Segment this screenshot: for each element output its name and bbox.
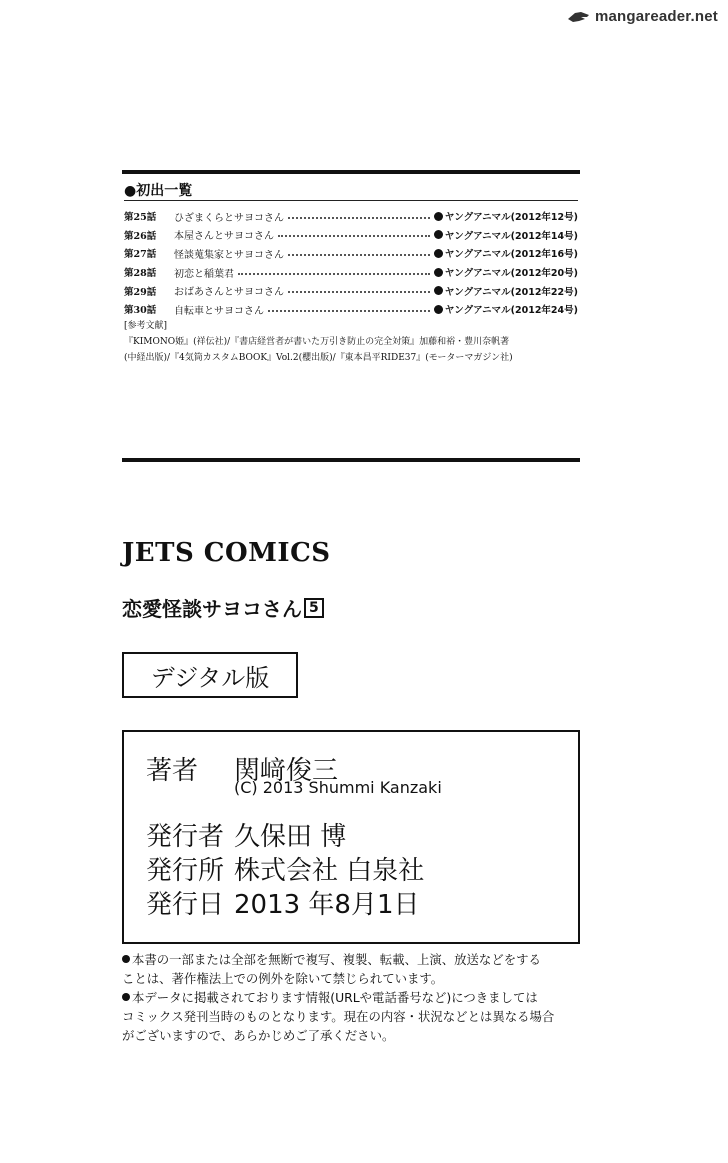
episode-number: 第27話 [124, 249, 157, 261]
episode-title: 本屋さんとサヨコさん [174, 231, 274, 243]
leader-dots [288, 285, 430, 293]
section-divider [124, 200, 578, 201]
leader-dots [288, 248, 430, 256]
notices [122, 950, 592, 1045]
episode-source: ヤングアニマル(2012年12号) [444, 212, 578, 224]
episode-row [124, 281, 578, 300]
episode-number: 第28話 [124, 268, 157, 280]
top-rule [122, 170, 580, 174]
publisher-label: 発行所 [146, 856, 225, 886]
bullet-icon [434, 286, 443, 295]
bullet-icon [434, 249, 443, 258]
publisher-person: 久保田 博 [234, 822, 347, 852]
episode-list [124, 207, 578, 319]
bullet-icon [434, 230, 443, 239]
hand-logo-icon [567, 9, 591, 25]
notice-line: がございますので、あらかじめご了承ください。 [122, 1028, 395, 1043]
author-name: 関﨑俊三 [234, 756, 339, 786]
colophon-box [122, 730, 580, 944]
series-title [122, 593, 324, 622]
episode-title: おばあさんとサヨコさん [174, 287, 284, 299]
author-label: 著者 [146, 756, 199, 786]
volume-badge: 5 [304, 598, 324, 618]
episode-source: ヤングアニマル(2012年14号) [444, 230, 578, 242]
bullet-icon [122, 955, 130, 963]
bullet-icon [434, 268, 443, 277]
episode-title: ひざまくらとサヨコさん [174, 212, 284, 224]
episode-source: ヤングアニマル(2012年22号) [444, 286, 578, 298]
bullet-icon [434, 212, 443, 221]
imprint-name: JETS COMICS [122, 538, 331, 568]
episode-row [124, 207, 578, 226]
first-appearance-title: ●初出一覧 [124, 183, 193, 199]
publish-date: 2013 年8月1日 [234, 890, 420, 920]
notice-line: 本書の一部または全部を無断で複写、複製、転載、上演、放送などをする [122, 950, 592, 969]
references-line: 『KIMONO姫』(祥伝社)/『書店経営者が書いた万引き防止の完全対策』加藤和裕・豊川奈帆著 [124, 337, 510, 347]
references [124, 318, 584, 366]
episode-title: 自転車とサヨコさん [174, 305, 264, 317]
episode-source: ヤングアニマル(2012年16号) [444, 249, 578, 261]
bullet-icon [122, 993, 130, 1001]
publisher-person-label: 発行者 [146, 822, 225, 852]
leader-dots [238, 267, 430, 275]
copyright: (C) 2013 Shummi Kanzaki [234, 778, 442, 797]
references-heading: [参考文献] [124, 321, 168, 331]
episode-source: ヤングアニマル(2012年24号) [444, 305, 578, 317]
watermark [567, 8, 718, 25]
edition-label: デジタル版 [150, 663, 270, 692]
episode-row [124, 263, 578, 282]
notice-line: コミックス発刊当時のものとなります。現在の内容・状況などとは異なる場合 [122, 1009, 555, 1024]
episode-number: 第29話 [124, 286, 157, 298]
episode-title: 初恋と稲葉君 [174, 268, 234, 280]
episode-source: ヤングアニマル(2012年20号) [444, 268, 578, 280]
episode-row [124, 226, 578, 245]
leader-dots [278, 229, 430, 237]
publisher-name: 株式会社 白泉社 [234, 856, 425, 886]
watermark-text: mangareader.net [594, 8, 718, 25]
notice-line: ことは、著作権法上での例外を除いて禁じられています。 [122, 971, 444, 986]
notice-line: 本データに掲載されております情報(URLや電話番号など)につきましては [122, 988, 592, 1007]
episode-number: 第25話 [124, 212, 157, 224]
leader-dots [268, 304, 430, 312]
episode-number: 第30話 [124, 305, 157, 317]
series-title-text: 恋愛怪談サヨコさん [122, 597, 302, 621]
date-label: 発行日 [146, 890, 225, 920]
episode-row [124, 300, 578, 319]
episode-row [124, 244, 578, 263]
references-line: (中経出版)/『4気筒カスタムBOOK』Vol.2(櫻出版)/『東本昌平RIDE37』(モーターマガジン社) [124, 353, 513, 363]
episode-number: 第26話 [124, 230, 157, 242]
middle-rule [122, 458, 580, 462]
edition-box [122, 652, 298, 698]
episode-title: 怪談蒐集家とサヨコさん [174, 249, 284, 261]
bullet-icon [434, 305, 443, 314]
leader-dots [288, 211, 430, 219]
